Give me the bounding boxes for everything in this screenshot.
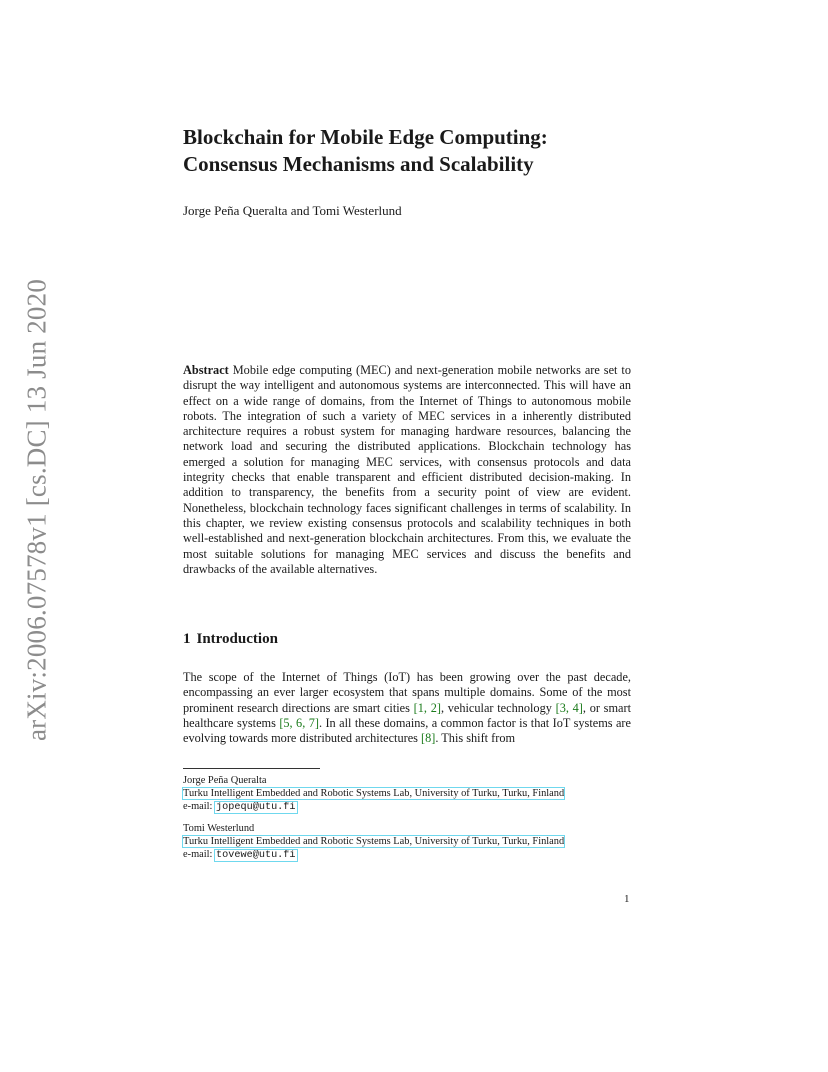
citation-link[interactable]: [3, 4] xyxy=(555,700,583,715)
footnote-author-name: Tomi Westerlund xyxy=(183,823,255,834)
intro-text: , or smart healthcare systems xyxy=(183,700,631,730)
paper-title-line-2: Consensus Mechanisms and Scalability xyxy=(183,152,534,176)
page-number: 1 xyxy=(624,893,630,905)
footnote-email-label: e-mail: xyxy=(183,801,213,812)
footnote-email-link[interactable]: jopequ@utu.fi xyxy=(216,802,296,813)
abstract xyxy=(183,363,631,577)
intro-text: The scope of the Internet of Things (IoT) has been growing over the past decade, encompassing an ever larger ecosystem that spans multiple domains. Some of the most prominent research directions are smart cities xyxy=(183,670,631,715)
citation-link[interactable]: [8] xyxy=(421,731,436,746)
footnote-author-name: Jorge Peña Queralta xyxy=(183,775,267,786)
footnote-affiliation-link[interactable]: Turku Intelligent Embedded and Robotic Systems Lab, University of Turku, Turku, Finland xyxy=(183,788,565,799)
footnote-affiliation-link[interactable]: Turku Intelligent Embedded and Robotic Systems Lab, University of Turku, Turku, Finland xyxy=(183,836,565,847)
footnote-divider xyxy=(183,768,320,769)
abstract-text: Mobile edge computing (MEC) and next-generation mobile networks are set to disrupt the way intelligent and autonomous systems are interconnected. This will have an effect on a wide range of domains, from the Internet of Things to autonomous mobile robots. The integration of such a variety of MEC services in a inherently distributed architecture requires a robust system for managing hardware resources, balancing the network load and securing the distributed applications. Blockchain technology has emerged a solution for managing MEC services, with consensus protocols and data integrity checks that enable transparent and efficient distributed decision-making. In addition to transparency, the benefits from a security point of view are evident. Nonetheless, blockchain technology faces significant challenges in terms of scalability. In this chapter, we review existing consensus protocols and scalability techniques in both well-established and next-generation blockchain architectures. From this, we evaluate the most suitable solutions for managing MEC services and discuss the benefits and drawbacks of the available alternatives. xyxy=(183,363,631,576)
intro-text: . In all these domains, a common factor is that IoT systems are evolving towards more distributed architectures xyxy=(183,715,631,746)
citation-link[interactable]: [1, 2] xyxy=(413,700,441,715)
intro-text: , vehicular technology xyxy=(440,700,556,715)
section-title: Introduction xyxy=(196,631,278,647)
abstract-label: Abstract xyxy=(183,363,229,377)
footnote-email-label: e-mail: xyxy=(183,849,213,860)
footnote-email-link[interactable]: tovewe@utu.fi xyxy=(216,850,296,861)
author-list: Jorge Peña Queralta and Tomi Westerlund xyxy=(183,203,402,218)
paper-title xyxy=(183,124,653,178)
paper-title-line-1: Blockchain for Mobile Edge Computing: xyxy=(183,125,548,149)
arxiv-identifier[interactable]: arXiv:2006.07578v1 [cs.DC] 13 Jun 2020 xyxy=(21,278,52,742)
section-number: 1 xyxy=(183,631,191,647)
author-footnote-1 xyxy=(183,774,564,814)
intro-text: . This shift from xyxy=(435,731,516,746)
introduction-paragraph xyxy=(183,670,631,746)
citation-link[interactable]: [5, 6, 7] xyxy=(279,715,319,730)
author-footnote-2 xyxy=(183,822,564,862)
section-heading-introduction xyxy=(183,631,278,648)
